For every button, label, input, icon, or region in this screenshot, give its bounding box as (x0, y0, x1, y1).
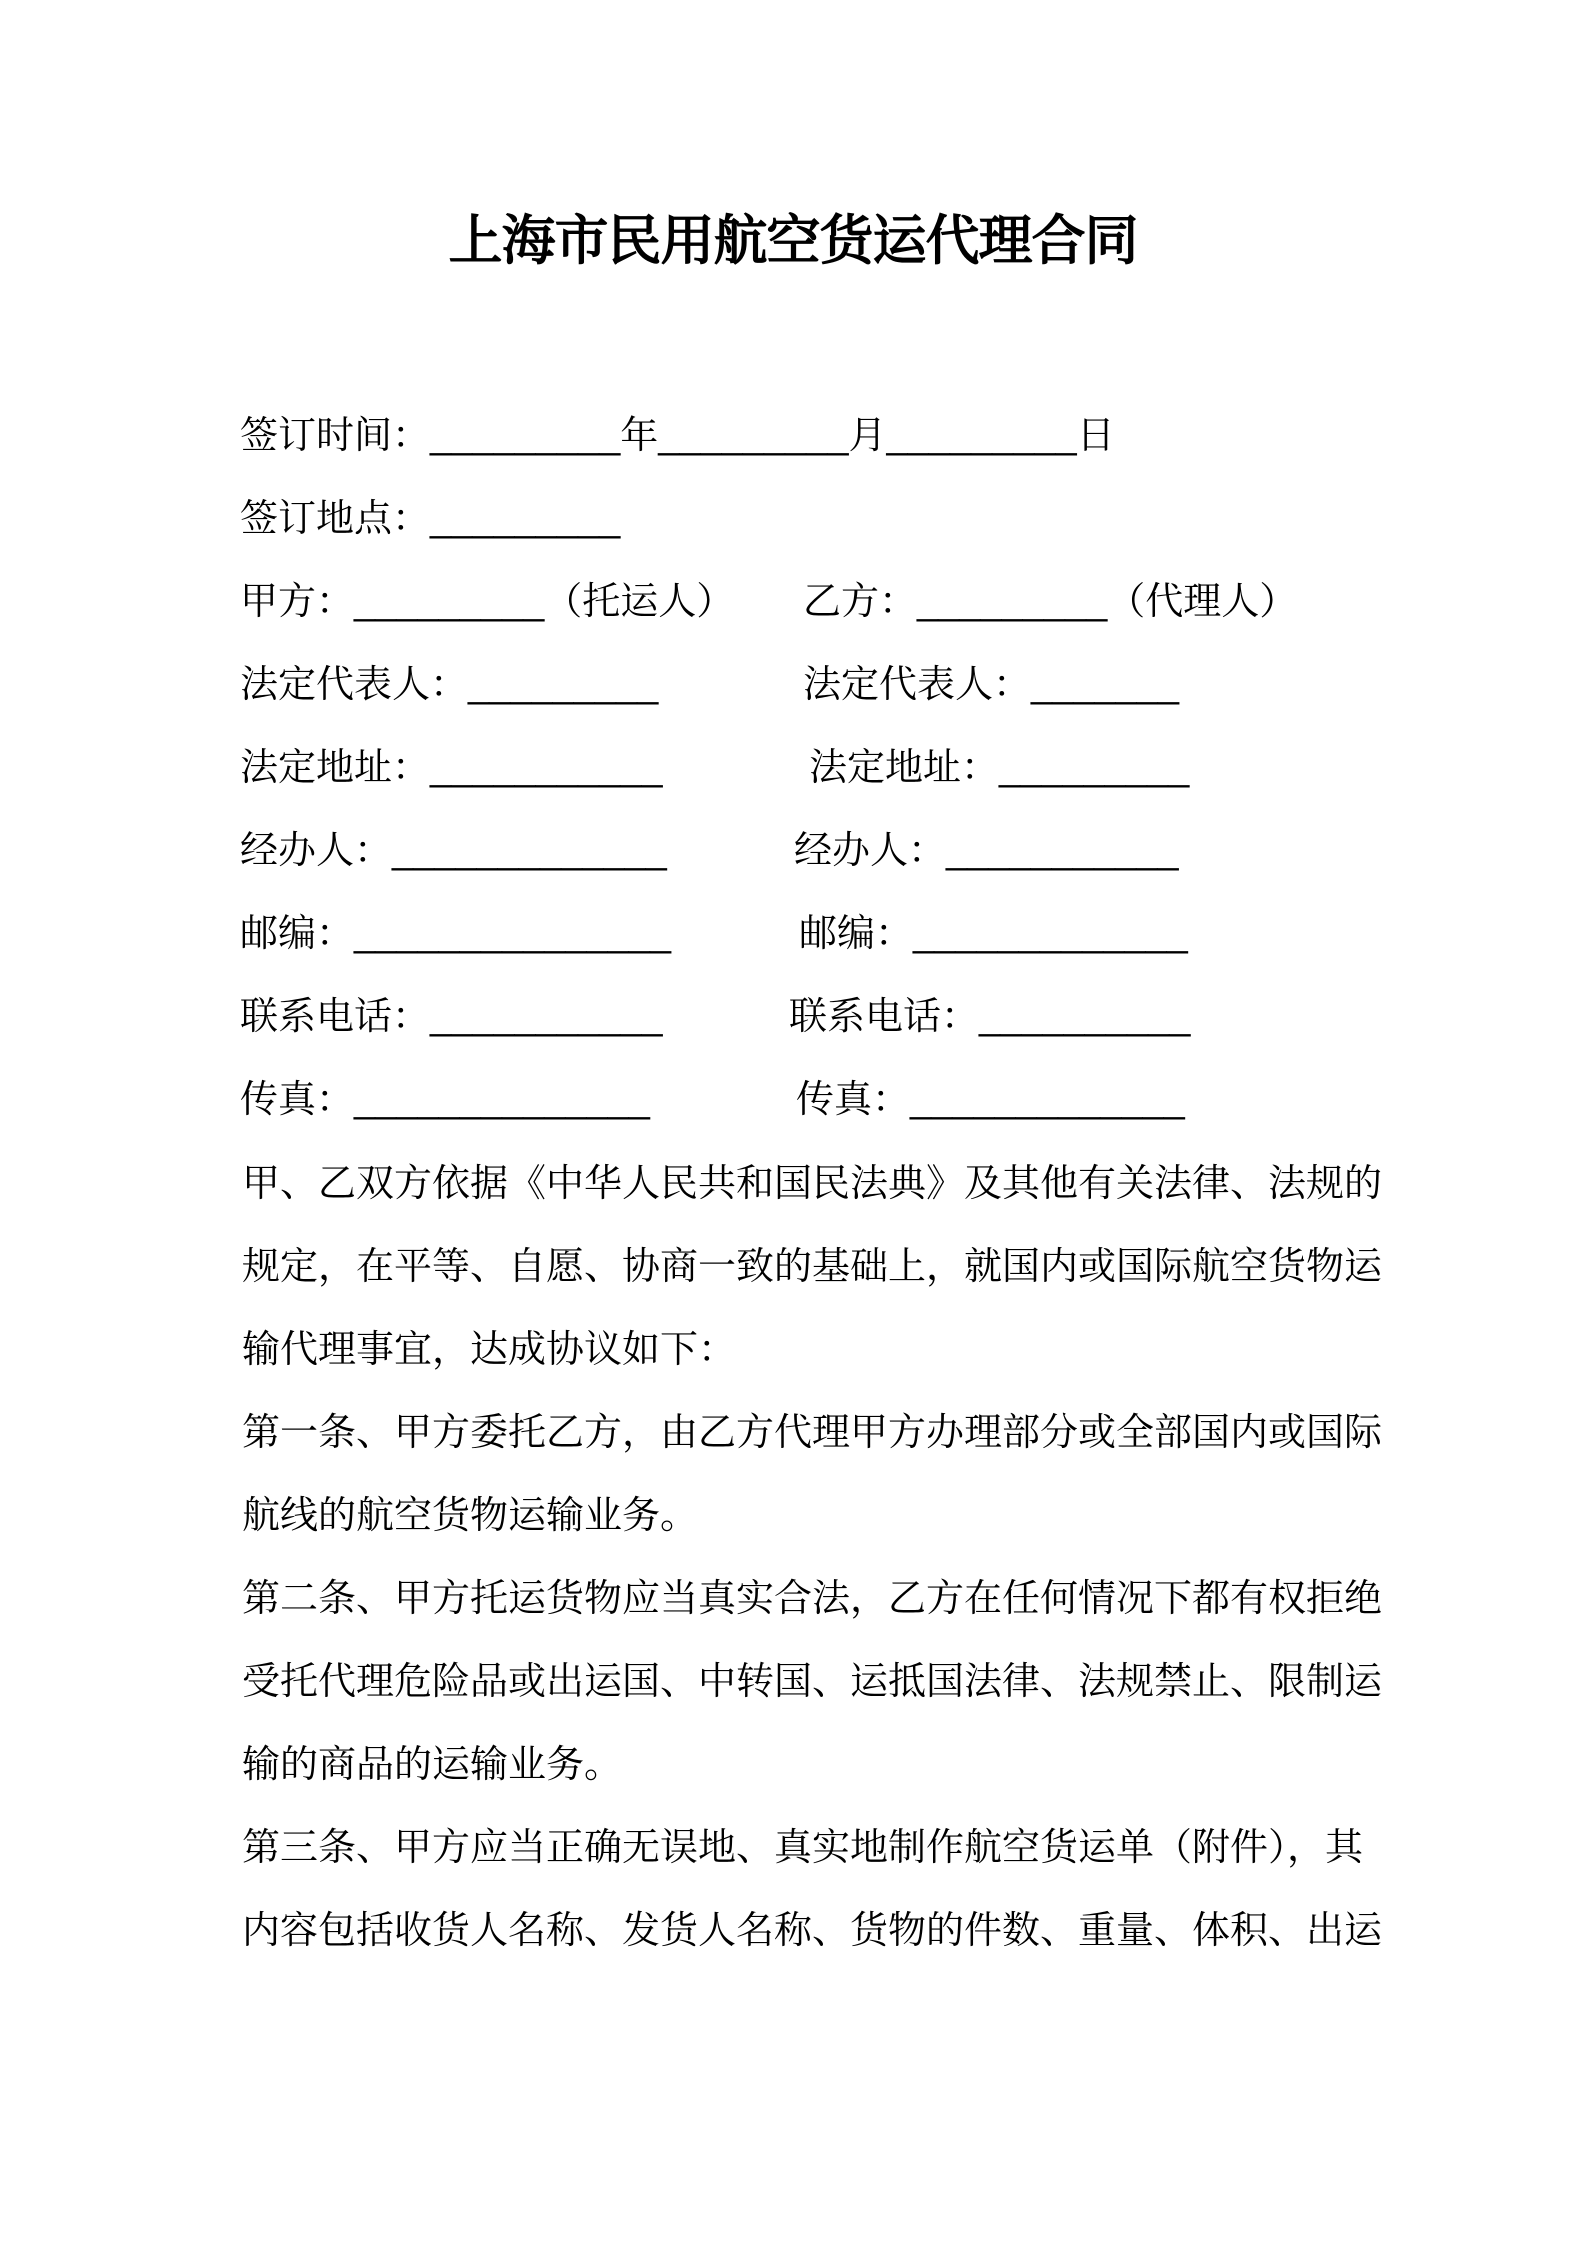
signing-year-blank: _________ (430, 415, 621, 457)
party-a-fax-row (240, 1077, 650, 1122)
preamble-line: 甲、乙双方依据《中华人民共和国民法典》及其他有关法律、法规的 (242, 1161, 1383, 1205)
article-2-line: 输的商品的运输业务。 (242, 1742, 623, 1786)
party-a-legal-rep-label: 法定代表人： (240, 662, 469, 706)
party-a-fax-blank: ______________ (354, 1079, 650, 1121)
party-b-fax-row (796, 1077, 1185, 1122)
party-a-legal-rep-blank: _________ (468, 664, 659, 706)
party-b-postcode-blank: _____________ (913, 913, 1188, 955)
article-2-line: 受托代理危险品或出运国、中转国、运抵国法律、法规禁止、限制运 (242, 1659, 1383, 1703)
party-b-name-blank: _________ (917, 581, 1108, 623)
article-2-line: 第二条、甲方托运货物应当真实合法，乙方在任何情况下都有权拒绝 (242, 1576, 1383, 1620)
signing-time-label: 签订时间： (240, 413, 431, 457)
signing-month-blank: _________ (658, 415, 849, 457)
party-a-postcode-label: 邮编： (240, 911, 355, 955)
signing-place-blank: _________ (430, 498, 621, 540)
signing-time-row (240, 413, 1115, 458)
party-b-fax-label: 传真： (796, 1077, 911, 1121)
party-b-phone-blank: __________ (979, 996, 1191, 1038)
party-b-handler-blank: ___________ (946, 830, 1179, 872)
party-a-role: （托运人） (544, 579, 735, 623)
party-a-phone-blank: ___________ (430, 996, 663, 1038)
signing-place-label: 签订地点： (240, 496, 431, 540)
party-b-address-label: 法定地址： (809, 745, 1000, 789)
party-b-address-blank: _________ (999, 747, 1190, 789)
party-a-address-row (240, 745, 663, 790)
party-b-phone-row (789, 994, 1190, 1039)
party-a-handler-row (240, 828, 667, 873)
party-a-phone-label: 联系电话： (240, 994, 431, 1038)
party-a-legal-rep-row (240, 662, 658, 707)
party-a-fax-label: 传真： (240, 1077, 355, 1121)
signing-place-row (240, 496, 620, 541)
article-3-line: 第三条、甲方应当正确无误地、真实地制作航空货运单（附件），其 (242, 1825, 1364, 1869)
party-b-postcode-label: 邮编： (799, 911, 914, 955)
article-3-line: 内容包括收货人名称、发货人名称、货物的件数、重量、体积、出运 (242, 1908, 1383, 1952)
party-b-handler-row (794, 828, 1179, 873)
signing-day-blank: _________ (886, 415, 1077, 457)
preamble-line: 规定，在平等、自愿、协商一致的基础上，就国内或国际航空货物运 (242, 1244, 1383, 1288)
party-a-name-row (240, 579, 734, 624)
article-1-line: 航线的航空货物运输业务。 (242, 1493, 699, 1537)
party-b-handler-label: 经办人： (794, 828, 947, 872)
party-a-phone-row (240, 994, 663, 1039)
article-1-line: 第一条、甲方委托乙方，由乙方代理甲方办理部分或全部国内或国际 (242, 1410, 1383, 1454)
party-a-postcode-row (240, 911, 671, 956)
party-a-postcode-blank: _______________ (354, 913, 672, 955)
document-title: 上海市民用航空货运代理合同 (448, 209, 1138, 272)
party-b-name-row (803, 579, 1297, 624)
preamble-line: 输代理事宜，达成协议如下： (242, 1327, 737, 1371)
party-b-legal-rep-blank: _______ (1031, 664, 1179, 706)
party-a-label: 甲方： (240, 579, 355, 623)
party-b-phone-label: 联系电话： (789, 994, 980, 1038)
party-b-legal-rep-label: 法定代表人： (803, 662, 1032, 706)
party-b-postcode-row (799, 911, 1188, 956)
year-label: 年 (620, 413, 659, 457)
party-a-address-label: 法定地址： (240, 745, 431, 789)
party-a-handler-label: 经办人： (240, 828, 393, 872)
party-b-address-row (809, 745, 1189, 790)
party-a-name-blank: _________ (354, 581, 545, 623)
day-label: 日 (1076, 413, 1115, 457)
party-b-fax-blank: _____________ (910, 1079, 1185, 1121)
party-a-address-blank: ___________ (430, 747, 663, 789)
party-b-label: 乙方： (803, 579, 918, 623)
month-label: 月 (848, 413, 887, 457)
party-a-handler-blank: _____________ (392, 830, 667, 872)
party-b-role: （代理人） (1107, 579, 1298, 623)
party-b-legal-rep-row (803, 662, 1179, 707)
